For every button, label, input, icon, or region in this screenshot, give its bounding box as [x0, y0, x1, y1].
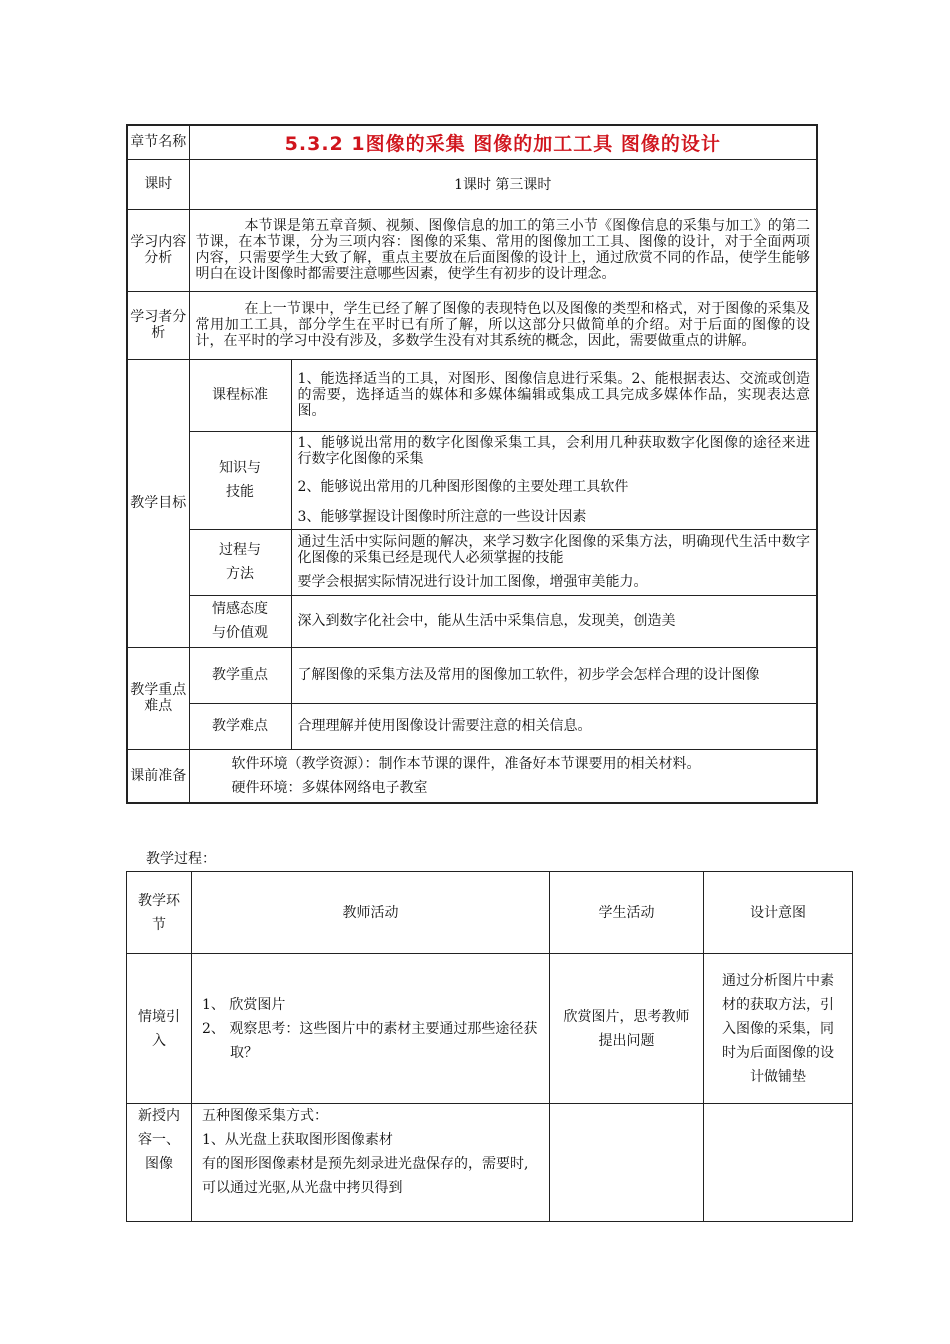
- learner-analysis-label: 学习者分析: [127, 291, 189, 359]
- process-item-2: 要学会根据实际情况进行设计加工图像，增强审美能力。: [297, 574, 648, 590]
- emotion-label-line1: 情感态度: [212, 601, 268, 617]
- row1-stage: 情境引入: [127, 954, 192, 1104]
- standard-text: 1、能选择适当的工具，对图形、图像信息进行采集。2、能根据表达、交流或创造的需要，选择适当的媒体和多媒体编辑或集成工具完成多媒体作品，实现表达意图。: [291, 359, 817, 431]
- knowledge-label: [189, 431, 291, 529]
- period-value: 1课时 第三课时: [189, 159, 817, 209]
- header-intent: 设计意图: [704, 872, 853, 954]
- row1-student: 欣赏图片，思考教师提出问题: [550, 954, 704, 1104]
- header-stage: 教学环节: [127, 872, 192, 954]
- knowledge-item-2: 2、能够说出常用的几种图形图像的主要处理工具软件: [297, 479, 629, 495]
- knowledge-label-line2: 技能: [226, 484, 254, 500]
- emotion-label-line2: 与价值观: [212, 625, 268, 641]
- process-item-1: 通过生活中实际问题的解决，来学习数字化图像的采集方法，明确现代生活中数字化图像的采集已经是现代人必须掌握的技能: [297, 534, 811, 566]
- learner-analysis-text: 在上一节课中，学生已经了解了图像的表现特色以及图像的类型和格式，对于图像的采集及常用加工工具，部分学生在平时已有所了解，所以这部分只做简单的介绍。对于后面的图像的设计，在平时的学习中没有涉及，多数学生没有对其系统的概念，因此，需要做重点的讲解。: [189, 291, 817, 359]
- row2-teacher-line1: 五种图像采集方式：: [202, 1108, 328, 1124]
- emotion-label: [189, 595, 291, 647]
- row2-teacher-line3: 有的图形图像素材是预先刻录进光盘保存的，需要时,可以通过光驱,从光盘中拷贝得到: [202, 1156, 529, 1196]
- process-section-title: 教学过程：: [146, 851, 216, 867]
- prep-cell: [189, 749, 817, 803]
- process-table: [126, 871, 853, 1222]
- row2-stage: 新授内容一、图像: [127, 1104, 192, 1222]
- key-difficulty-label: 教学重点难点: [127, 647, 189, 749]
- prep-software: 软件环境（教学资源）：制作本节课的课件，准备好本节课要用的相关材料。: [231, 755, 701, 772]
- row1-teacher-line1: 1、 欣赏图片: [202, 996, 286, 1013]
- standard-label: 课程标准: [189, 359, 291, 431]
- process-label-line1: 过程与: [219, 542, 261, 558]
- content-analysis-label: 学习内容分析: [127, 209, 189, 291]
- difficulty-text: 合理理解并使用图像设计需要注意的相关信息。: [291, 703, 817, 749]
- row1-teacher-line2: 2、 观察思考：这些图片中的素材主要通过那些途径获取？: [202, 1020, 538, 1061]
- key-point-label: 教学重点: [189, 647, 291, 703]
- goals-label: 教学目标: [127, 359, 189, 647]
- chapter-title: 5.3.2 1图像的采集 图像的加工工具 图像的设计: [189, 125, 817, 159]
- row2-teacher-line2: 1、从光盘上获取图形图像素材: [202, 1132, 393, 1148]
- knowledge-item-3: 3、能够掌握设计图像时所注意的一些设计因素: [297, 509, 587, 525]
- row2-teacher: [192, 1104, 550, 1222]
- chapter-label: 章节名称: [127, 125, 189, 159]
- knowledge-item-1: 1、能够说出常用的数字化图像采集工具，会利用几种获取数字化图像的途径来进行数字化图像的采集: [297, 435, 811, 467]
- content-analysis-text: 本节课是第五章音频、视频、图像信息的加工的第三小节《图像信息的采集与加工》的第二节课，在本节课，分为三项内容：图像的采集、常用的图像加工工具、图像的设计，对于全面两项内容，只需要学生大致了解，重点主要放在后面图像的设计上，通过欣赏不同的作品，使学生能够明白在设计图像时都需要注意哪些因素，使学生有初步的设计理念。: [189, 209, 817, 291]
- lesson-plan-table: [126, 124, 818, 804]
- prep-label: 课前准备: [127, 749, 189, 803]
- header-student: 学生活动: [550, 872, 704, 954]
- knowledge-label-line1: 知识与: [219, 460, 261, 476]
- process-cell: [291, 529, 817, 595]
- row1-teacher: [192, 954, 550, 1104]
- period-label: 课时: [127, 159, 189, 209]
- header-teacher: 教师活动: [192, 872, 550, 954]
- process-label-line2: 方法: [226, 566, 254, 582]
- prep-hardware: 硬件环境：多媒体网络电子教室: [231, 779, 428, 796]
- process-label: [189, 529, 291, 595]
- row1-intent: 通过分析图片中素材的获取方法，引入图像的采集，同时为后面图像的设计做铺垫: [704, 954, 853, 1104]
- emotion-text: 深入到数字化社会中，能从生活中采集信息，发现美，创造美: [291, 595, 817, 647]
- row2-intent: [704, 1104, 853, 1222]
- difficulty-label: 教学难点: [189, 703, 291, 749]
- key-point-text: 了解图像的采集方法及常用的图像加工软件，初步学会怎样合理的设计图像: [291, 647, 817, 703]
- row2-student: [550, 1104, 704, 1222]
- knowledge-cell: [291, 431, 817, 529]
